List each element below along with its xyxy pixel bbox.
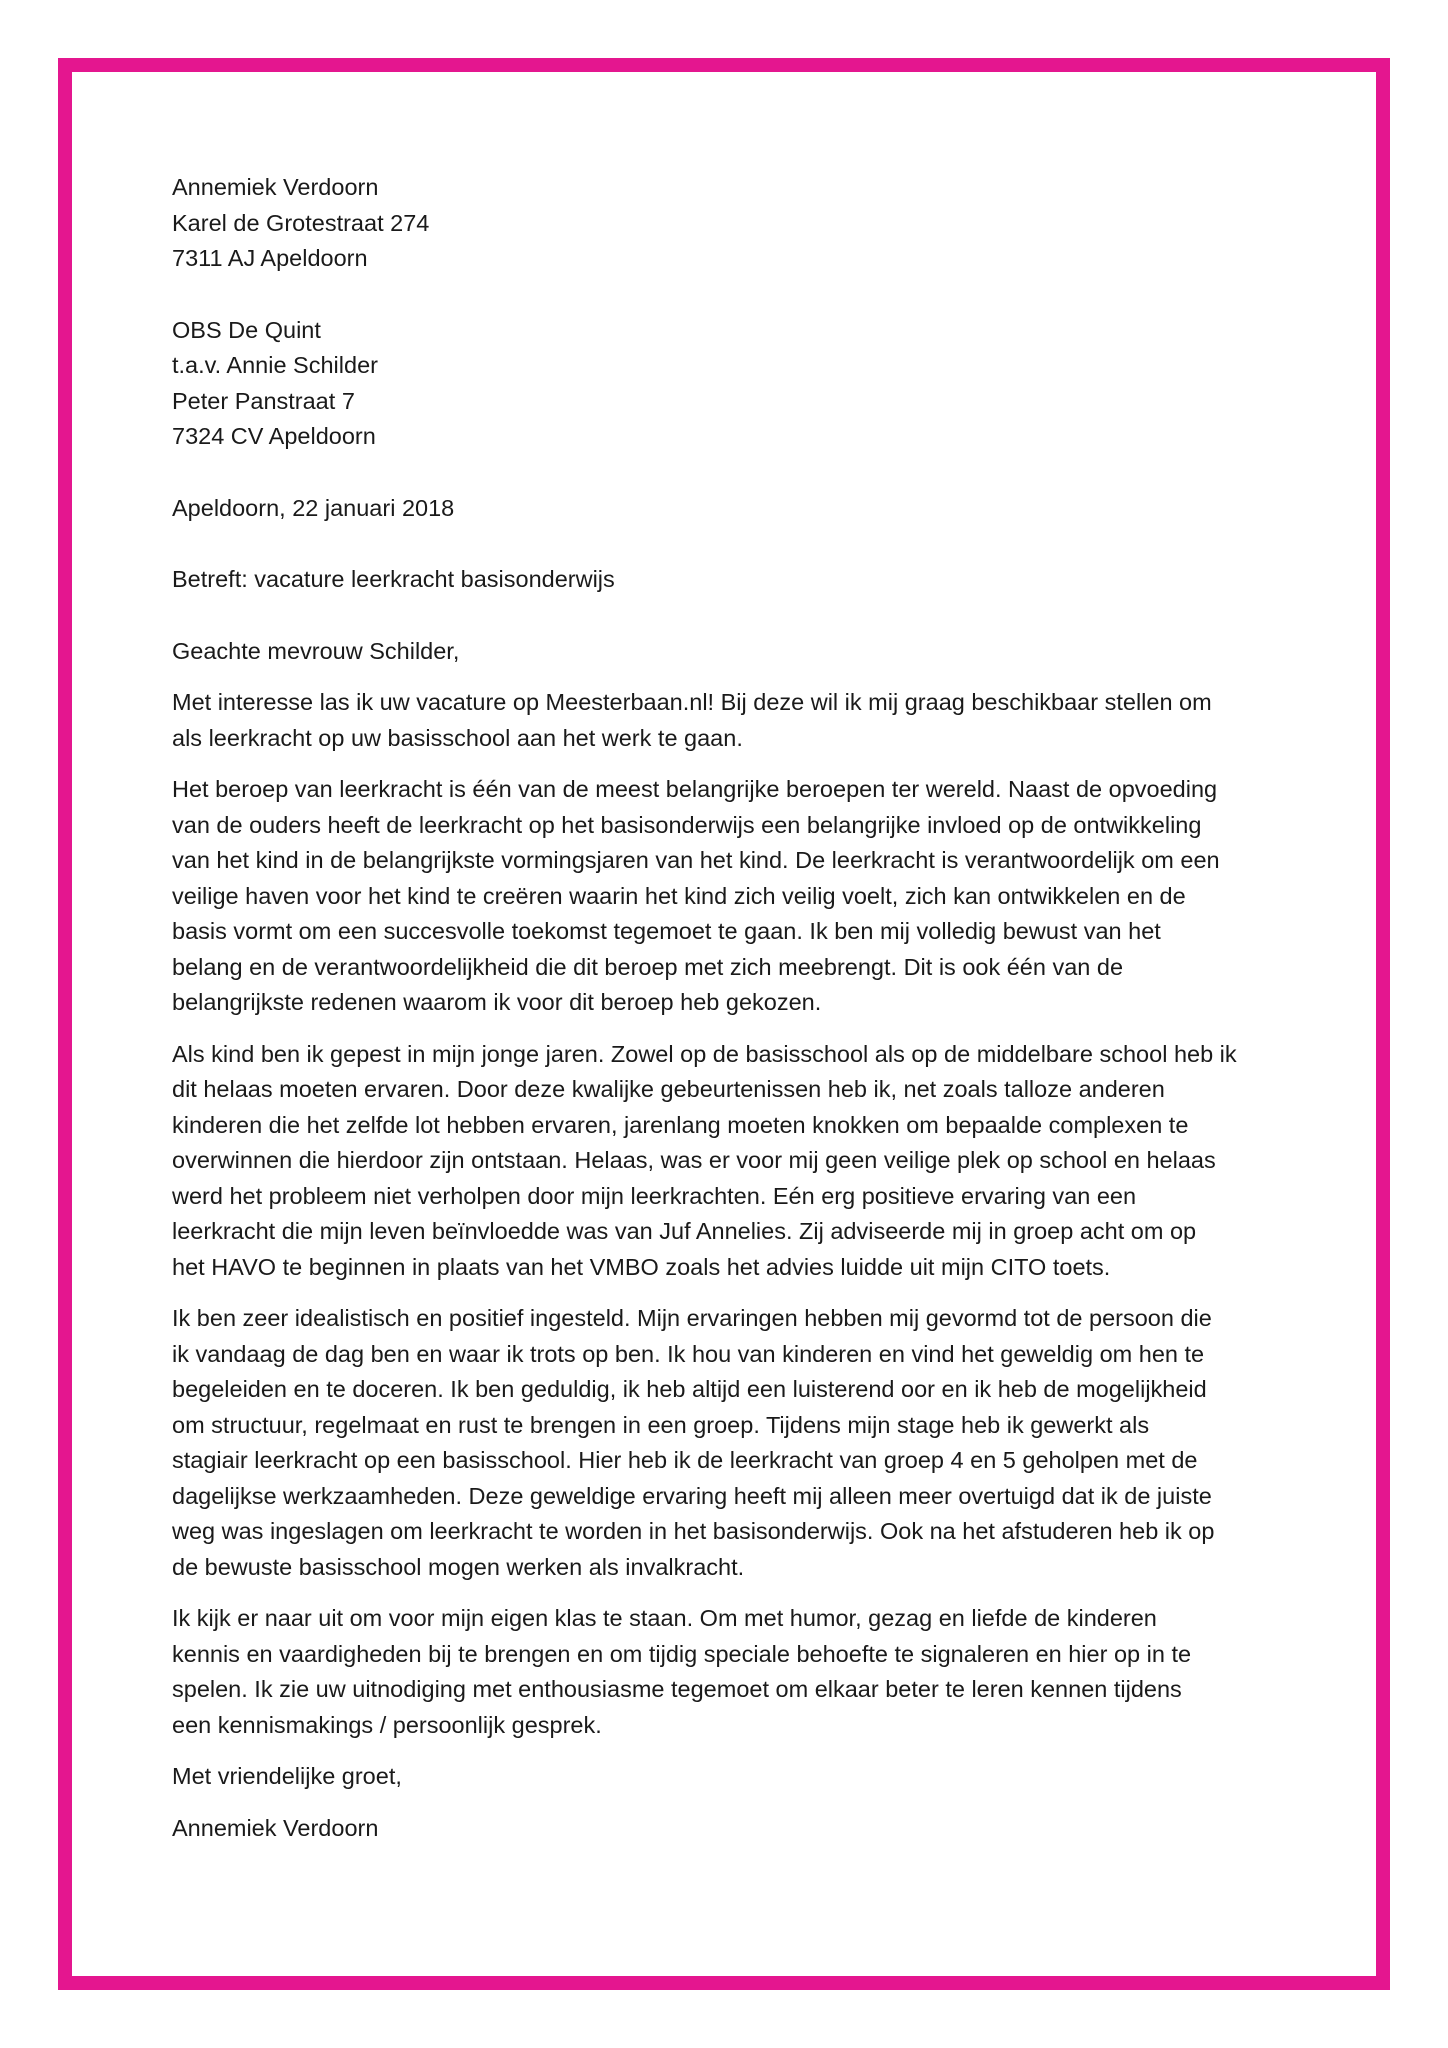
paragraph-line: stagiair leerkracht op een basisschool. Hier heb ik de leerkracht van groep 4 en 5 geholpen met de [172,1447,1198,1473]
recipient-address [172,313,1292,455]
sender-name: Annemiek Verdoorn [172,174,379,200]
paragraph-line: van de ouders heeft de leerkracht op het basisonderwijs een belangrijke invloed op de ontwikkeling [172,811,1202,838]
paragraph-line: een kennismakings / persoonlijk gesprek. [172,1711,602,1738]
paragraph-line: dagelijkse werkzaamheden. Deze geweldige ervaring heeft mij alleen meer overtuigd dat ik de juiste [172,1482,1212,1509]
paragraph-1 [172,685,1292,756]
paragraph-5 [172,1601,1292,1743]
closing: Met vriendelijke groet, [172,1763,402,1789]
paragraph-line: kinderen die het zelfde lot hebben ervaren, jarenlang moeten knokken om bepaalde complexen te [172,1111,1189,1138]
paragraph-line: belangrijkste redenen waarom ik voor dit beroep heb gekozen. [172,989,822,1015]
paragraph-4 [172,1301,1292,1585]
paragraph-3 [172,1037,1292,1286]
paragraph-line: Ik ben zeer idealistisch en positief ingesteld. Mijn ervaringen hebben mij gevormd tot de persoon die [172,1305,1212,1331]
sender-city: 7311 AJ Apeldoorn [172,245,368,271]
paragraph-line: werd het probleem niet verholpen door mijn leerkrachten. Eén erg positieve ervaring van een [172,1182,1137,1209]
paragraph-line: dit helaas moeten ervaren. Door deze kwalijke gebeurtenissen heb ik, net zoals talloze anderen [172,1076,1165,1102]
recipient-city: 7324 CV Apeldoorn [172,423,376,449]
paragraph-line: Met interesse las ik uw vacature op Meesterbaan.nl! Bij deze wil ik mij graag beschikbaar stellen om [172,689,1212,715]
paragraph-line: Het beroep van leerkracht is één van de meest belangrijke beroepen ter wereld. Naast de opvoeding [172,776,1218,802]
signature: Annemiek Verdoorn [172,1814,379,1841]
paragraph-line: veilige haven voor het kind te creëren waarin het kind zich veilig voelt, zich kan ontwikkelen en de [172,882,1186,909]
paragraph-line: van het kind in de belangrijkste vormingsjaren van het kind. De leerkracht is verantwoordelijk om een [172,847,1220,873]
paragraph-line: Ik kijk er naar uit om voor mijn eigen klas te staan. Om met humor, gezag en liefde de kinderen [172,1605,1157,1631]
paragraph-line: de bewuste basisschool mogen werken als invalkracht. [172,1553,745,1580]
sender-street: Karel de Grotestraat 274 [172,209,430,236]
paragraph-line: belang en de verantwoordelijkheid die dit beroep met zich meebrengt. Dit is ook één van de [172,953,1124,980]
paragraph-line: kennis en vaardigheden bij te brengen en om tijdig speciale behoefte te signaleren en hier op in te [172,1640,1192,1667]
paragraph-line: om structuur, regelmaat en rust te brengen in een groep. Tijdens mijn stage heb ik gewerkt als [172,1411,1150,1438]
recipient-organisation: OBS De Quint [172,316,321,343]
subject-line: Betreft: vacature leerkracht basisonderwijs [172,566,615,592]
sender-address [172,170,1292,277]
paragraph-line: ik vandaag de dag ben en waar ik trots op ben. Ik hou van kinderen en vind het geweldig om hen te [172,1340,1205,1367]
paragraph-line: het HAVO te beginnen in plaats van het VMBO zoals het advies luidde uit mijn CITO toets. [172,1253,1111,1280]
salutation: Geachte mevrouw Schilder, [172,637,460,664]
paragraph-line: leerkracht die mijn leven beïnvloedde was van Juf Annelies. Zij adviseerde mij in groep acht om op [172,1218,1197,1244]
paragraph-line: Als kind ben ik gepest in mijn jonge jaren. Zowel op de basisschool als op de middelbare school heb ik [172,1040,1237,1067]
recipient-attention: t.a.v. Annie Schilder [172,352,378,378]
paragraph-line: weg was ingeslagen om leerkracht te worden in het basisonderwijs. Ook na het afstuderen heb ik op [172,1518,1215,1544]
paragraph-line: spelen. Ik zie uw uitnodiging met enthousiasme tegemoet om elkaar beter te leren kennen tijdens [172,1676,1182,1702]
paragraph-2 [172,772,1292,1021]
recipient-street: Peter Panstraat 7 [172,387,355,414]
paragraph-line: als leerkracht op uw basisschool aan het werk te gaan. [172,724,743,751]
date-line: Apeldoorn, 22 januari 2018 [172,494,455,521]
paragraph-line: overwinnen die hierdoor zijn ontstaan. Helaas, was er voor mij geen veilige plek op school en helaas [172,1147,1216,1173]
paragraph-line: begeleiden en te doceren. Ik ben geduldig, ik heb altijd een luisterend oor en ik heb de mogelijkheid [172,1376,1207,1402]
paragraph-line: basis vormt om een succesvolle toekomst tegemoet te gaan. Ik ben mij volledig bewust van het [172,918,1161,944]
letter-body [172,170,1292,1846]
